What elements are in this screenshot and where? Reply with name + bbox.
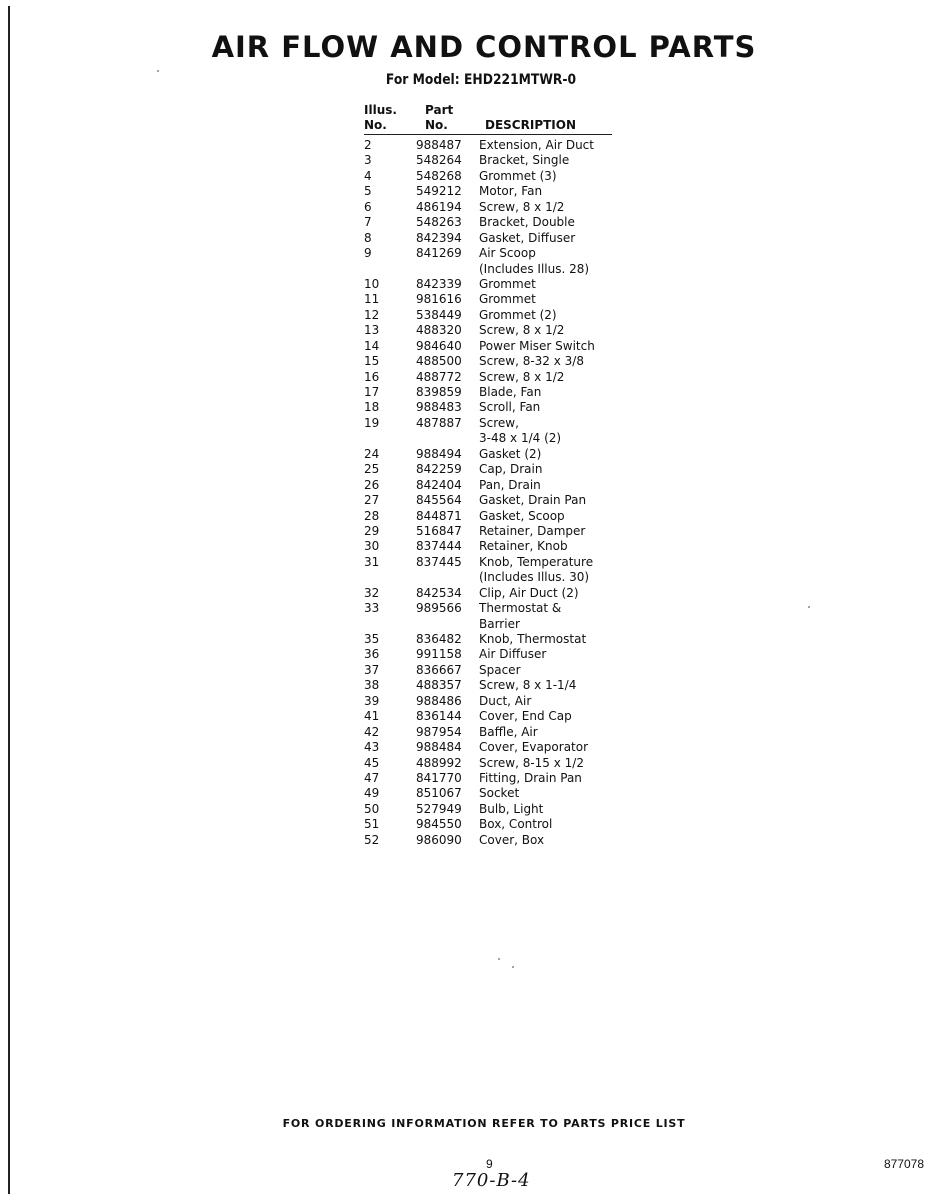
illus-number: 8 [364,230,372,245]
illus-number: 31 [364,554,380,569]
table-row [364,524,624,539]
part-description: Scroll, Fan [479,400,541,415]
table-row [364,555,624,570]
part-number: 844871 [416,508,462,523]
table-row [364,416,624,431]
header-illus-line1: Illus. [364,103,397,117]
illus-number: 24 [364,446,380,461]
part-number: 836482 [416,632,462,646]
table-row [364,308,624,323]
table-row [364,370,624,385]
part-description: Extension, Air Duct [479,138,594,152]
table-row [364,184,624,199]
part-number: 527949 [416,801,462,816]
illus-number: 27 [364,493,380,508]
table-row [364,493,624,508]
parts-table [364,138,624,848]
illus-number: 36 [364,647,380,662]
part-number: 988494 [416,446,462,461]
table-row [364,385,624,400]
part-number: 988486 [416,693,462,708]
table-row [364,802,624,817]
page-title: AIR FLOW AND CONTROL PARTS [211,30,757,64]
part-description: Cover, End Cap [479,709,572,724]
ordering-note: FOR ORDERING INFORMATION REFER TO PARTS PRICE LIST [282,1117,686,1130]
part-description: Barrier [479,616,520,631]
part-description: Grommet (3) [479,168,557,183]
header-part-no [425,103,453,133]
table-row [364,339,624,354]
table-row [364,632,624,647]
illus-number: 47 [364,770,380,785]
illus-number: 14 [364,338,380,353]
part-number: 516847 [416,523,462,538]
table-row [364,709,624,724]
table-row [364,292,624,307]
part-description: Blade, Fan [479,385,542,399]
table-row [364,509,624,524]
illus-number: 29 [364,523,380,538]
table-row [364,462,624,477]
scan-speck [498,958,500,960]
illus-number: 11 [364,292,380,307]
illus-number: 30 [364,539,380,554]
part-number: 842404 [416,477,462,492]
scan-speck [808,606,810,608]
part-description: Cap, Drain [479,462,543,477]
header-part-line2: No. [425,118,448,132]
illus-number: 9 [364,246,372,261]
part-number: 987954 [416,724,462,739]
table-row [364,138,624,153]
part-number: 842259 [416,462,462,477]
illus-number: 6 [364,199,372,214]
table-row [364,601,624,616]
part-number: 488500 [416,354,462,369]
illus-number: 15 [364,354,380,369]
part-number: 488772 [416,369,462,384]
part-number: 837445 [416,554,462,569]
part-number: 841269 [416,246,462,261]
part-description: Screw, 8 x 1-1/4 [479,678,577,693]
table-row [364,786,624,801]
part-number: 842339 [416,276,462,291]
illus-number: 35 [364,632,380,646]
table-row [364,431,624,446]
part-number: 984550 [416,817,462,832]
table-row [364,756,624,771]
part-number: 986090 [416,832,462,847]
illus-number: 32 [364,585,380,600]
illus-number: 41 [364,709,380,724]
part-description: Fitting, Drain Pan [479,770,582,785]
document-code: 877078 [883,1157,924,1171]
illus-number: 5 [364,184,372,199]
table-row [364,447,624,462]
page-number: 9 [486,1157,493,1171]
illus-number: 49 [364,786,380,801]
part-number: 548268 [416,168,462,183]
part-number: 984640 [416,338,462,353]
part-description: Air Diffuser [479,647,547,662]
part-number: 988484 [416,740,462,755]
part-number: 548264 [416,153,462,168]
part-description: 3-48 x 1/4 (2) [479,431,562,446]
part-number: 839859 [416,385,462,399]
illus-number: 17 [364,385,380,399]
table-row [364,694,624,709]
table-row [364,153,624,168]
model-subtitle: For Model: EHD221MTWR-0 [385,72,577,88]
table-row [364,725,624,740]
part-description: Bracket, Double [479,215,575,230]
part-description: Motor, Fan [479,184,543,199]
illus-number: 37 [364,662,380,677]
part-number: 488357 [416,678,462,693]
part-number: 538449 [416,307,462,322]
illus-number: 42 [364,724,380,739]
table-row [364,262,624,277]
part-description: Knob, Temperature [479,554,594,569]
table-row [364,169,624,184]
part-description: Screw, 8 x 1/2 [479,369,565,384]
table-row [364,586,624,601]
illus-number: 16 [364,369,380,384]
illus-number: 18 [364,400,380,415]
table-row [364,771,624,786]
illus-number: 7 [364,215,372,230]
part-description: Screw, 8 x 1/2 [479,323,565,338]
illus-number: 2 [364,138,372,152]
illus-number: 50 [364,801,380,816]
scan-speck [157,70,159,72]
part-description: Screw, 8 x 1/2 [479,199,565,214]
part-description: Duct, Air [479,693,532,708]
part-description: Gasket, Diffuser [479,230,576,245]
table-row [364,277,624,292]
table-row [364,740,624,755]
part-description: Retainer, Knob [479,539,568,554]
illus-number: 52 [364,832,380,847]
part-description: Retainer, Damper [479,523,586,538]
part-number: 488992 [416,755,462,770]
part-number: 837444 [416,539,462,554]
part-description: (Includes Illus. 30) [479,570,590,585]
illus-number: 51 [364,817,380,832]
part-number: 991158 [416,647,462,662]
part-description: Power Miser Switch [479,338,595,353]
part-description: Air Scoop [479,246,536,261]
table-row [364,570,624,585]
illus-number: 43 [364,740,380,755]
header-part-line1: Part [425,103,454,117]
part-number: 548263 [416,215,462,230]
part-number: 836667 [416,662,462,677]
part-number: 845564 [416,493,462,508]
part-number: 842534 [416,585,462,600]
part-description: Box, Control [479,817,553,832]
part-description: Bulb, Light [479,801,544,816]
part-description: Socket [479,786,520,801]
part-description: Screw, 8-15 x 1/2 [479,755,584,770]
handwritten-note: 770-B-4 [452,1170,531,1191]
illus-number: 13 [364,323,380,338]
table-row [364,663,624,678]
part-description: Cover, Box [479,832,545,847]
illus-number: 45 [364,755,380,770]
part-number: 842394 [416,230,462,245]
illus-number: 19 [364,415,380,430]
part-number: 549212 [416,184,462,199]
part-number: 836144 [416,709,462,724]
part-number: 841770 [416,770,462,785]
table-row [364,833,624,848]
part-description: Gasket, Scoop [479,508,565,523]
header-description: DESCRIPTION [485,118,577,132]
part-description: Baffle, Air [479,724,538,739]
illus-number: 10 [364,276,380,291]
table-row [364,323,624,338]
table-row [364,539,624,554]
part-number: 851067 [416,786,462,801]
header-rule [364,134,612,135]
part-description: Grommet (2) [479,307,557,322]
part-number: 488320 [416,323,462,338]
illus-number: 28 [364,508,380,523]
part-description: Knob, Thermostat [479,632,587,646]
table-row [364,215,624,230]
part-number: 981616 [416,292,462,307]
illus-number: 4 [364,168,372,183]
part-description: Thermostat & [479,601,562,616]
part-number: 989566 [416,601,462,616]
table-row [364,400,624,415]
part-description: Gasket (2) [479,446,542,461]
part-description: Pan, Drain [479,477,541,492]
part-description: Gasket, Drain Pan [479,493,587,508]
illus-number: 26 [364,477,380,492]
table-row [364,647,624,662]
part-number: 988483 [416,400,462,415]
illus-number: 25 [364,462,380,477]
table-row [364,200,624,215]
table-row [364,678,624,693]
part-description: Bracket, Single [479,153,570,168]
part-description: Clip, Air Duct (2) [479,585,579,600]
part-description: Screw, 8-32 x 3/8 [479,354,584,369]
part-description: Grommet [479,292,536,307]
header-illus-no [364,103,397,133]
part-description: Cover, Evaporator [479,740,589,755]
illus-number: 12 [364,307,380,322]
header-illus-line2: No. [364,118,387,132]
part-description: (Includes Illus. 28) [479,261,590,276]
illus-number: 3 [364,153,372,168]
table-row [364,817,624,832]
part-number: 486194 [416,199,462,214]
part-number: 487887 [416,415,462,430]
part-description: Spacer [479,662,521,677]
part-description: Screw, [479,415,519,430]
part-number: 988487 [416,138,462,152]
illus-number: 38 [364,678,380,693]
table-row [364,231,624,246]
table-row [364,246,624,261]
table-row [364,354,624,369]
scan-speck [512,966,514,968]
table-row [364,478,624,493]
illus-number: 33 [364,601,380,616]
illus-number: 39 [364,693,380,708]
table-row [364,617,624,632]
part-description: Grommet [479,276,536,291]
